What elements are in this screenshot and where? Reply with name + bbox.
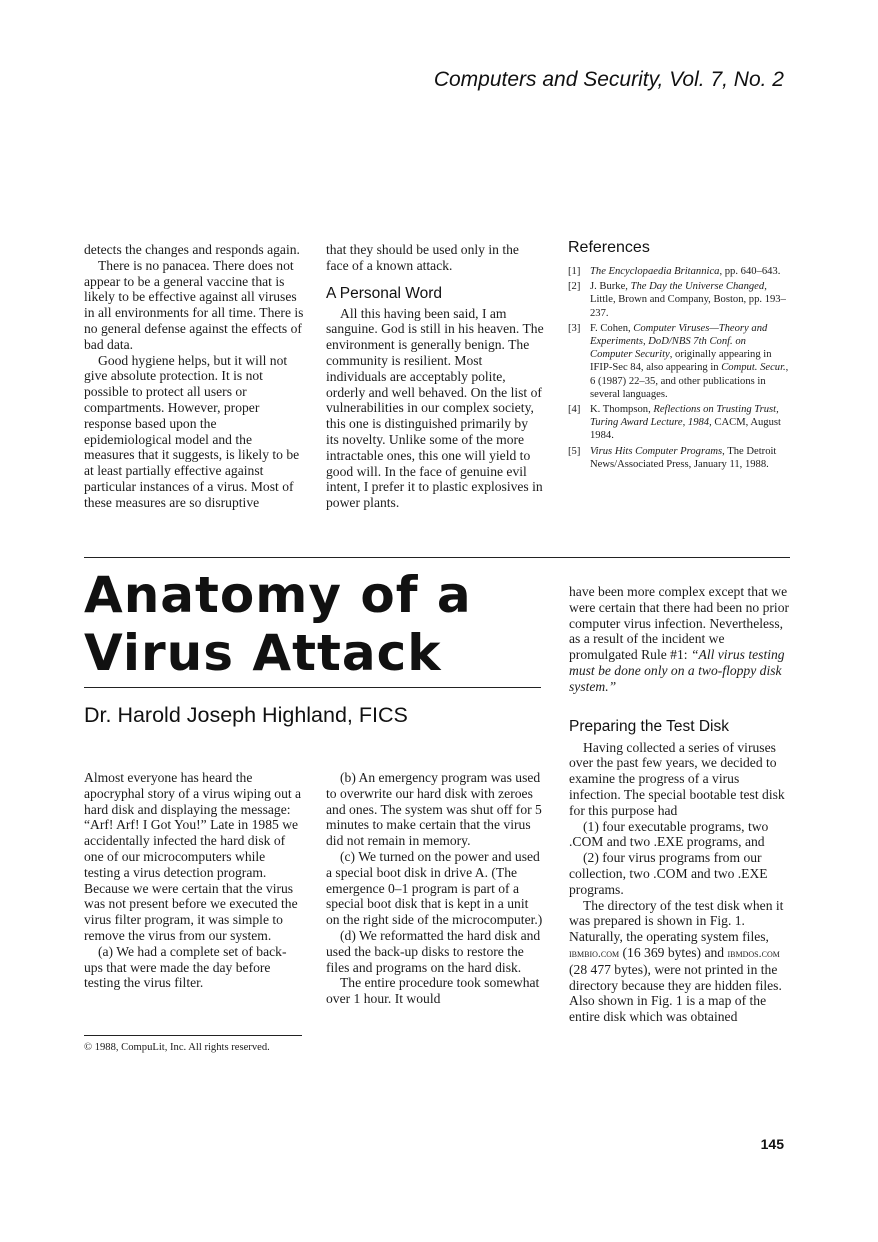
article-column-1 xyxy=(84,770,302,991)
prev-article-column-2 xyxy=(326,242,544,511)
reference-text: , pp. 640–643. xyxy=(719,266,781,277)
paragraph: (b) An emergency program was used to overwrite our hard disk with zeroes and ones. The system was shut off for 5 minutes to make certain that the virus did not remain in memory. xyxy=(326,770,542,849)
section-heading-personal-word: A Personal Word xyxy=(326,284,443,302)
reference-number: [5] xyxy=(568,445,581,457)
paragraph: (2) four virus programs from our collection, two .COM and two .EXE programs. xyxy=(569,850,768,897)
reference-text: , CACM, August 1984. xyxy=(590,417,781,442)
text-run: (28 477 bytes), were not printed in the directory because they are hidden files. Also shown in Fig. 1 is a map of the entire disk which was obtained xyxy=(569,961,782,1025)
paragraph xyxy=(569,584,791,695)
reference-text: K. Thompson, xyxy=(590,404,654,416)
reference-item xyxy=(568,322,790,401)
reference-text: , 6 (1987) 22–35, and other publications in several languages. xyxy=(590,362,789,400)
paragraph: Almost everyone has heard the apocryphal story of a virus wiping out a hard disk and displaying the message: “Arf! Arf! I Got You!” Late in 1985 we accidentally infected the hard disk of one of our microcomputers while testing a virus detection program. Because we were certain that the virus was not present before we executed the virus filter program, it was simple to remove the virus from our system. xyxy=(84,770,302,943)
article-column-2 xyxy=(326,770,544,1007)
reference-text: The Day the Universe Changed xyxy=(630,281,765,293)
running-head: Computers and Security, Vol. 7, No. 2 xyxy=(433,68,784,91)
article-author: Dr. Harold Joseph Highland, FICS xyxy=(84,703,408,727)
paragraph xyxy=(569,898,791,1025)
article-title xyxy=(84,566,544,682)
footnote-rule xyxy=(84,1035,302,1036)
reference-text: The Encyclopaedia Britannica xyxy=(590,266,720,277)
references-heading: References xyxy=(568,239,650,256)
reference-item xyxy=(568,265,790,278)
paragraph: Good hygiene helps, but it will not give absolute protection. It is not possible to protect all users or compartments. However, proper response based upon the epidemiological model and the measures that it suggests, is likely to be at least partially effective against particular instances of a virus. Most of these measures are so disruptive xyxy=(84,352,300,510)
section-divider xyxy=(84,557,790,558)
reference-item xyxy=(568,403,790,443)
page-number: 145 xyxy=(760,1136,784,1152)
reference-number: [4] xyxy=(568,404,581,416)
title-rule xyxy=(84,687,541,688)
paragraph: (a) We had a complete set of back-ups that were made the day before testing the virus filter. xyxy=(84,943,287,991)
text-run: (16 369 bytes) and xyxy=(619,944,728,960)
text-run: The directory of the test disk when it was prepared is shown in Fig. 1. Naturally, the operating system files, xyxy=(569,897,784,945)
paragraph: The entire procedure took somewhat over 1 hour. It would xyxy=(326,975,540,1007)
reference-number: [3] xyxy=(568,322,581,334)
reference-number: [1] xyxy=(568,266,581,277)
paragraph: that they should be used only in the face of a known attack. xyxy=(326,242,519,273)
reference-text: F. Cohen, xyxy=(590,322,634,334)
reference-text: Comput. Secur. xyxy=(721,362,786,374)
paragraph: There is no panacea. There does not appear to be a general vaccine that is likely to be effective against all viruses in all environments for all time. There is no general defense against the effects of bad data. xyxy=(84,257,304,352)
reference-text: Reflections on Trusting Trust, Turing Award Lecture, 1984 xyxy=(590,404,779,429)
reference-text: Virus Hits Computer Programs xyxy=(590,445,723,457)
system-file-name: ibmdos.com xyxy=(727,945,780,960)
paragraph: (1) four executable programs, two .COM and two .EXE programs, and xyxy=(569,818,769,850)
reference-number: [2] xyxy=(568,281,581,293)
reference-text: , originally appearing in IFIP-Sec 84, also appearing in xyxy=(590,349,772,374)
article-title-line-1: Anatomy of a xyxy=(84,566,472,624)
paragraph: detects the changes and responds again. xyxy=(84,242,300,257)
reference-text: J. Burke, xyxy=(590,281,631,293)
paragraph: Having collected a series of viruses over the past few years, we decided to examine the progress of a virus infection. The special bootable test disk for this purpose had xyxy=(569,739,785,818)
references-section xyxy=(568,238,790,473)
article-column-3 xyxy=(569,584,791,1025)
section-heading-test-disk: Preparing the Test Disk xyxy=(569,717,729,735)
reference-item xyxy=(568,445,790,471)
reference-text: , Little, Brown and Company, Boston, pp. 193–237. xyxy=(590,281,786,319)
copyright-footnote: © 1988, CompuLit, Inc. All rights reserved. xyxy=(84,1042,270,1053)
article-title-line-2: Virus Attack xyxy=(84,624,442,682)
paragraph: All this having been said, I am sanguine. God is still in his heaven. The environment is generally benign. The community is resilient. Most individuals are acceptably polite, orderly and well behaved. On the list of vulnerabilities in our complex society, this one is distinguished primarily by its novelty. Unlike some of the more intractable ones, this one will yield to good will. In the face of genuine evil intent, I prefer it to plastic explosives in power plants. xyxy=(326,305,544,511)
prev-article-column-1 xyxy=(84,242,304,511)
reference-text: Computer Viruses—Theory and Experiments, DoD/NBS 7th Conf. on Computer Security xyxy=(590,322,768,361)
rule-1-quote: “All virus testing must be done only on a two-floppy disk system.” xyxy=(569,647,785,694)
paragraph: (d) We reformatted the hard disk and used the back-up disks to restore the files and programs on the hard disk. xyxy=(326,927,541,975)
reference-item xyxy=(568,280,790,320)
paragraph: (c) We turned on the power and used a special boot disk in drive A. (The emergence 0–1 program is part of a special boot disk that is kept in a unit on the right side of the microcomputer.) xyxy=(326,848,543,928)
reference-text: , The Detroit News/Associated Press, January 11, 1988. xyxy=(590,445,777,470)
reference-list xyxy=(568,265,790,471)
text-run: have been more complex except that we were certain that there had been no prior computer virus infection. Nevertheless, as a result of the incident we promulgated Rule #1: xyxy=(569,584,790,663)
system-file-name: ibmbio.com xyxy=(569,945,620,960)
